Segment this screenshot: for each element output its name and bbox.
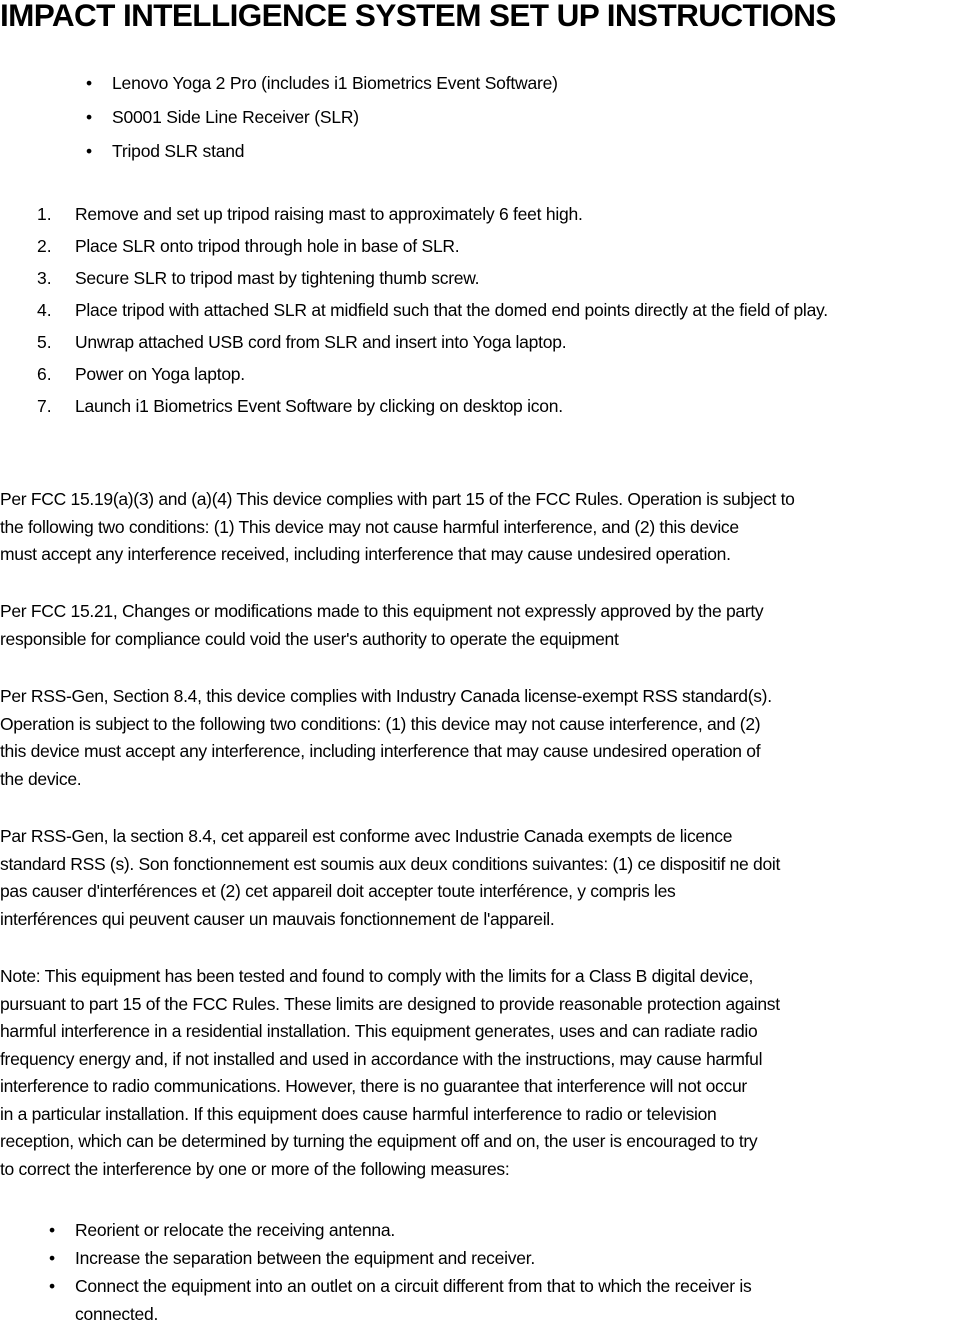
bullet-icon: •: [86, 141, 93, 161]
list-item-text: Increase the separation between the equipment and receiver.: [75, 1248, 536, 1268]
step-text: Secure SLR to tripod mast by tightening thumb screw.: [75, 268, 480, 288]
step-item: [0, 198, 972, 230]
list-item: [0, 66, 972, 100]
rss-gen-statement-fr: Par RSS-Gen, la section 8.4, cet appareil est conforme avec Industrie Canada exempts de licence standard RSS (s). Son fonctionnement est soumis aux deux conditions suivantes: (1) ce dispositif ne doit pas causer d'interférences et (2) cet appareil doit accepter toute interférence, y compris les interférences qui peuvent causer un mauvais fonctionnement de l'appareil.: [0, 826, 781, 929]
list-item-text: S0001 Side Line Receiver (SLR): [112, 107, 359, 127]
step-text: Place SLR onto tripod through hole in base of SLR.: [75, 236, 460, 256]
list-item-text: Reorient or relocate the receiving antenna.: [75, 1220, 396, 1240]
bullet-icon: •: [49, 1220, 56, 1240]
step-number: 4.: [37, 300, 52, 320]
bullet-icon: •: [86, 73, 93, 93]
list-item-text: Connect the equipment into an outlet on a circuit different from that to which the receiver is connected.: [75, 1276, 752, 1324]
step-text: Power on Yoga laptop.: [75, 364, 245, 384]
setup-steps-list: [0, 198, 972, 422]
step-item: [0, 294, 972, 326]
fcc-15-19-statement: Per FCC 15.19(a)(3) and (a)(4) This device complies with part 15 of the FCC Rules. Operation is subject to the following two conditions: (1) This device may not cause harmful interference, and (2) this device must accept any interference received, including interference that may cause undesired operation.: [0, 489, 795, 564]
list-item: [0, 1272, 972, 1328]
step-number: 3.: [37, 268, 52, 288]
step-item: [0, 262, 972, 294]
class-b-note: Note: This equipment has been tested and found to comply with the limits for a Class B digital device, pursuant to part 15 of the FCC Rules. These limits are designed to provide reasonable protection against harmful interference in a residential installation. This equipment generates, uses and can radiate radio frequency energy and, if not installed and used in accordance with the instructions, may cause harmful interference to radio communications. However, there is no guarantee that interference will not occur in a particular installation. If this equipment does cause harmful interference to radio or television reception, which can be determined by turning the equipment off and on, the user is encouraged to try to correct the interference by one or more of the following measures:: [0, 966, 780, 1179]
list-item: [0, 1244, 972, 1272]
step-item: [0, 326, 972, 358]
list-item: [0, 100, 972, 134]
step-item: [0, 390, 972, 422]
list-item: [0, 1216, 972, 1244]
list-item-text: Tripod SLR stand: [112, 141, 245, 161]
fcc-15-21-statement: Per FCC 15.21, Changes or modifications made to this equipment not expressly approved by the party responsible for compliance could void the user's authority to operate the equipment: [0, 601, 764, 649]
step-number: 1.: [37, 204, 52, 224]
step-text: Launch i1 Biometrics Event Software by clicking on desktop icon.: [75, 396, 563, 416]
step-text: Unwrap attached USB cord from SLR and insert into Yoga laptop.: [75, 332, 567, 352]
interference-measures-list: [0, 1216, 972, 1328]
rss-gen-statement-en: Per RSS-Gen, Section 8.4, this device complies with Industry Canada license-exempt RSS standard(s). Operation is subject to the following two conditions: (1) this device may not cause interference, and (2) this device must accept any interference, including interference that may cause undesired operation of the device.: [0, 686, 772, 789]
list-item: [0, 134, 972, 168]
bullet-icon: •: [49, 1276, 56, 1296]
bullet-icon: •: [49, 1248, 56, 1268]
step-text: Remove and set up tripod raising mast to approximately 6 feet high.: [75, 204, 583, 224]
step-number: 6.: [37, 364, 52, 384]
step-number: 5.: [37, 332, 52, 352]
step-item: [0, 230, 972, 262]
step-number: 2.: [37, 236, 52, 256]
step-text: Place tripod with attached SLR at midfield such that the domed end points directly at the field of play.: [75, 300, 828, 320]
page-title: IMPACT INTELLIGENCE SYSTEM SET UP INSTRUCTIONS: [0, 0, 836, 33]
equipment-list: [0, 66, 972, 168]
step-number: 7.: [37, 396, 52, 416]
list-item-text: Lenovo Yoga 2 Pro (includes i1 Biometrics Event Software): [112, 73, 558, 93]
step-item: [0, 358, 972, 390]
bullet-icon: •: [86, 107, 93, 127]
